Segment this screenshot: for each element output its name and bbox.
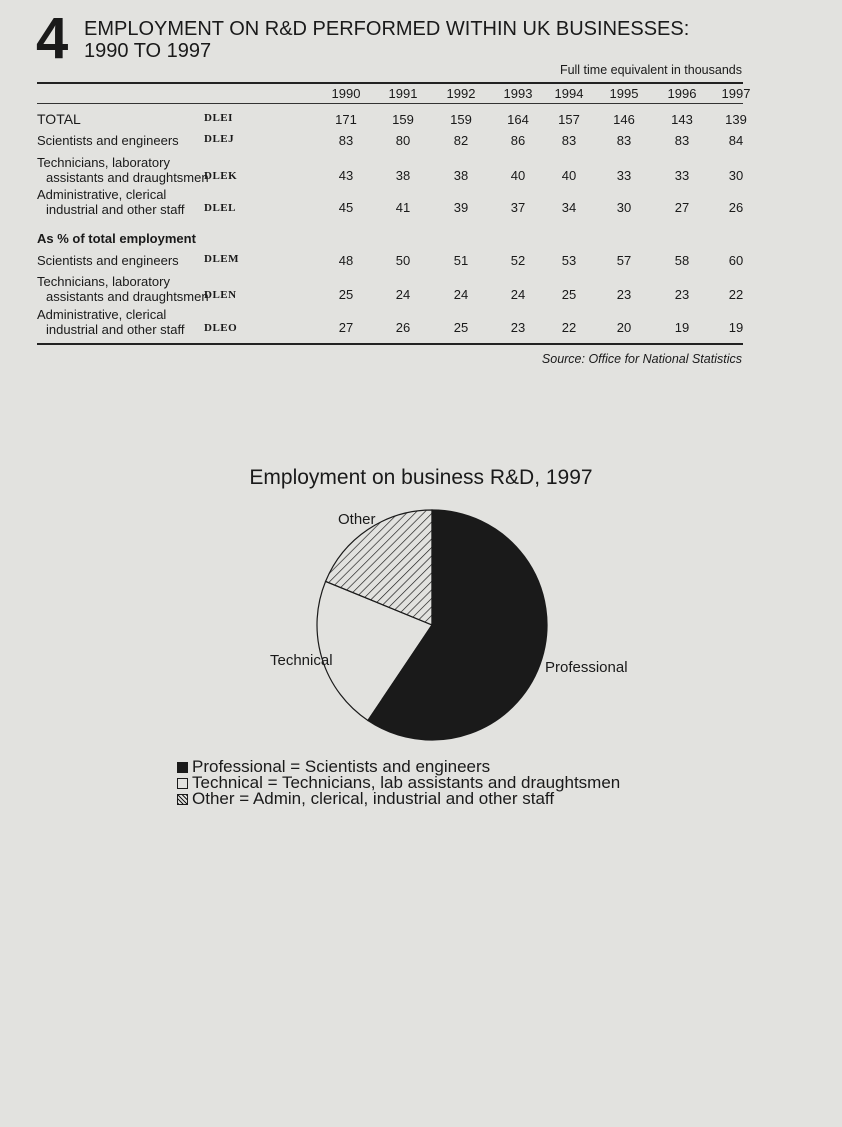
table-cell: 86 <box>510 133 526 148</box>
table-cell: 24 <box>453 287 469 302</box>
row-label: Scientists and engineers <box>37 133 179 148</box>
table-cell: 164 <box>507 112 529 127</box>
row-label <box>37 155 227 185</box>
table-cell: 22 <box>728 287 744 302</box>
units-note: Full time equivalent in thousands <box>559 63 742 77</box>
row-label-line2: assistants and draughtsmen <box>46 170 209 185</box>
row-label-line2: industrial and other staff <box>46 202 185 217</box>
table-cell: 25 <box>561 287 577 302</box>
table-cell: 33 <box>616 168 632 183</box>
table-cell: 51 <box>453 253 469 268</box>
table-cell: 23 <box>674 287 690 302</box>
series-code: DLEL <box>204 202 236 214</box>
legend-swatch-empty <box>177 778 188 789</box>
table-cell: 83 <box>561 133 577 148</box>
table-cell: 23 <box>616 287 632 302</box>
table-cell: 38 <box>395 168 411 183</box>
table-cell: 58 <box>674 253 690 268</box>
table-cell: 24 <box>510 287 526 302</box>
table-cell: 157 <box>558 112 580 127</box>
year-header-row <box>0 86 800 102</box>
table-cell: 27 <box>674 200 690 215</box>
table-cell: 50 <box>395 253 411 268</box>
table-cell: 24 <box>395 287 411 302</box>
table-top-rule <box>37 82 743 84</box>
table-cell: 83 <box>338 133 354 148</box>
legend-swatch-hatched <box>177 794 188 805</box>
table-cell: 80 <box>395 133 411 148</box>
table-cell: 146 <box>613 112 635 127</box>
slice-label-technical: Technical <box>270 652 333 669</box>
table-cell: 171 <box>335 112 357 127</box>
table-cell: 52 <box>510 253 526 268</box>
table-cell: 82 <box>453 133 469 148</box>
chapter-number: 4 <box>36 6 69 71</box>
table-cell: 27 <box>338 320 354 335</box>
table-cell: 39 <box>453 200 469 215</box>
series-code: DLEK <box>204 170 238 182</box>
row-label-line2: assistants and draughtsmen <box>46 289 209 304</box>
table-bottom-rule <box>37 343 743 345</box>
row-label <box>37 307 227 337</box>
year-col: 1992 <box>446 86 476 101</box>
source-note: Source: Office for National Statistics <box>541 352 742 366</box>
legend-text: Professional = Scientists and engineers <box>192 757 491 776</box>
slice-label-professional: Professional <box>545 659 628 676</box>
table-cell: 25 <box>453 320 469 335</box>
table-cell: 19 <box>674 320 690 335</box>
year-col: 1994 <box>554 86 584 101</box>
table-cell: 53 <box>561 253 577 268</box>
table-cell: 43 <box>338 168 354 183</box>
pie-chart <box>270 505 628 745</box>
table-cell: 57 <box>616 253 632 268</box>
table-cell: 30 <box>728 168 744 183</box>
slice-label-other: Other <box>338 511 376 528</box>
legend-text: Other = Admin, clerical, industrial and other staff <box>192 789 555 808</box>
table-cell: 45 <box>338 200 354 215</box>
table-cell: 33 <box>674 168 690 183</box>
page-title-line2: 1990 TO 1997 <box>84 40 212 62</box>
table-cell: 25 <box>338 287 354 302</box>
chart-title: Employment on business R&D, 1997 <box>249 466 593 489</box>
year-col: 1996 <box>667 86 697 101</box>
page-title-line1: EMPLOYMENT ON R&D PERFORMED WITHIN UK BUSINESSES: <box>84 18 690 40</box>
chart-legend <box>177 759 620 807</box>
series-code: DLEJ <box>204 133 235 145</box>
table-cell: 23 <box>510 320 526 335</box>
table-cell: 34 <box>561 200 577 215</box>
year-col: 1990 <box>331 86 361 101</box>
year-col: 1995 <box>609 86 639 101</box>
row-label-line1: Administrative, clerical <box>37 307 167 322</box>
table-cell: 40 <box>510 168 526 183</box>
row-label-line2: industrial and other staff <box>46 322 185 337</box>
header-rule <box>37 103 743 104</box>
row-label-line1: Technicians, laboratory <box>37 274 170 289</box>
table-cell: 48 <box>338 253 354 268</box>
row-label-line1: Technicians, laboratory <box>37 155 170 170</box>
table-cell: 83 <box>616 133 632 148</box>
table-cell: 139 <box>725 112 747 127</box>
legend-item-other <box>177 791 620 807</box>
row-label <box>37 274 227 304</box>
table-cell: 159 <box>450 112 472 127</box>
year-col: 1993 <box>503 86 533 101</box>
year-col: 1997 <box>721 86 751 101</box>
row-label: Scientists and engineers <box>37 253 179 268</box>
table-cell: 22 <box>561 320 577 335</box>
table-cell: 37 <box>510 200 526 215</box>
table-cell: 143 <box>671 112 693 127</box>
table-cell: 40 <box>561 168 577 183</box>
series-code: DLEN <box>204 289 237 301</box>
table-cell: 19 <box>728 320 744 335</box>
table-cell: 83 <box>674 133 690 148</box>
legend-text: Technical = Technicians, lab assistants and draughtsmen <box>192 773 621 792</box>
table-cell: 26 <box>395 320 411 335</box>
row-label: TOTAL <box>37 111 81 127</box>
row-label-line1: Administrative, clerical <box>37 187 167 202</box>
section-heading: As % of total employment <box>37 231 196 246</box>
table-cell: 41 <box>395 200 411 215</box>
table-cell: 38 <box>453 168 469 183</box>
year-col: 1991 <box>388 86 418 101</box>
series-code: DLEM <box>204 253 239 265</box>
table-cell: 30 <box>616 200 632 215</box>
table-cell: 60 <box>728 253 744 268</box>
legend-swatch-solid <box>177 762 188 773</box>
table-cell: 26 <box>728 200 744 215</box>
series-code: DLEO <box>204 322 238 334</box>
table-cell: 20 <box>616 320 632 335</box>
series-code: DLEI <box>204 112 233 124</box>
row-label <box>37 187 227 217</box>
table-cell: 159 <box>392 112 414 127</box>
table-cell: 84 <box>728 133 744 148</box>
